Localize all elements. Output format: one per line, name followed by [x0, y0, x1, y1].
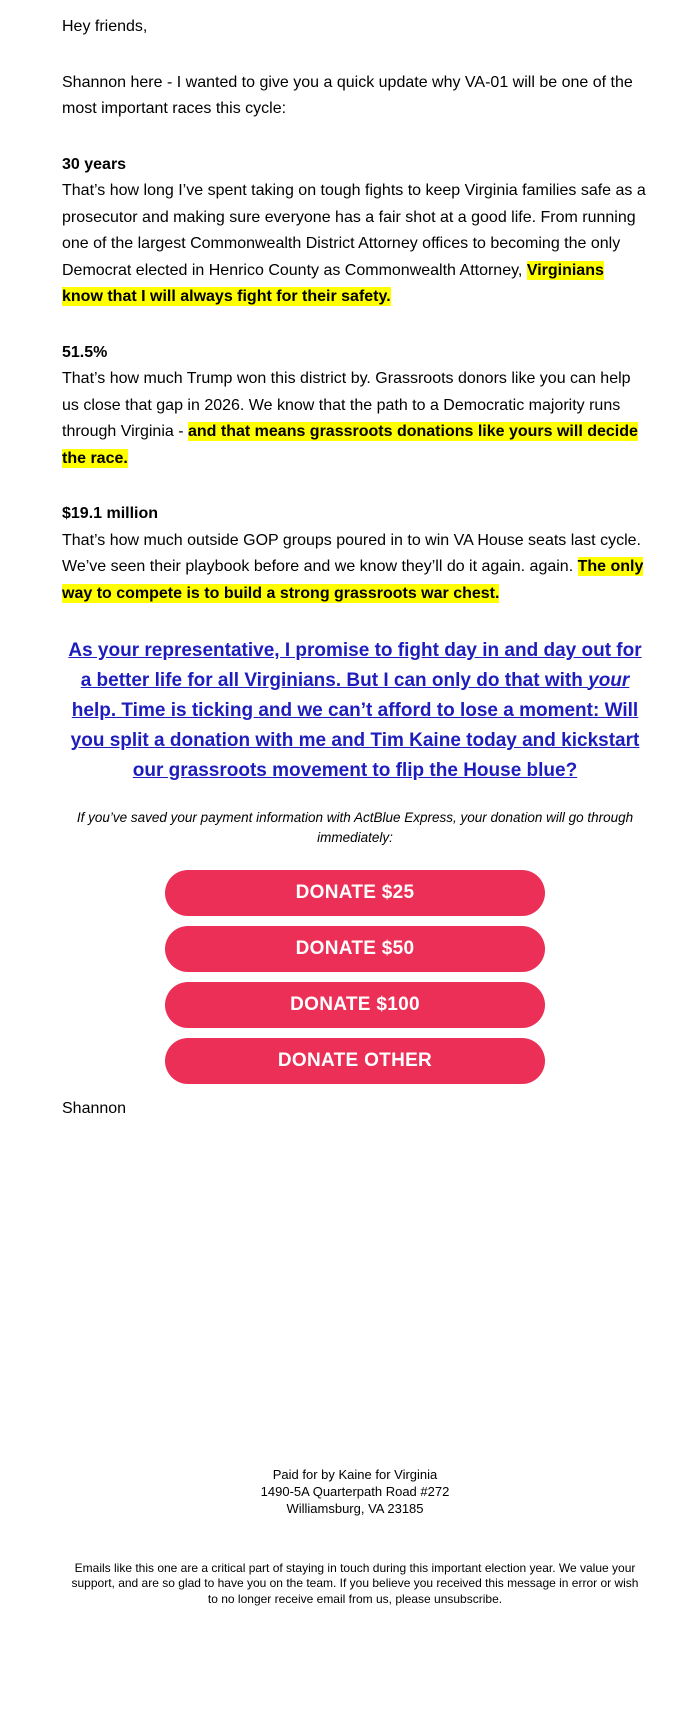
section-30-years: [62, 152, 648, 311]
donate-other-button[interactable]: DONATE OTHER: [165, 1038, 545, 1084]
greeting-text: Hey friends,: [62, 18, 148, 35]
intro-text: Shannon here - I wanted to give you a quick update why VA-01 will be one of the most important races this cycle:: [62, 73, 633, 117]
section-heading-51-5-percent: 51.5%: [62, 343, 108, 361]
highlighted-text: Virginians know that I will always fight for their safety.: [62, 261, 604, 305]
cta-paragraph: [62, 636, 648, 786]
donate-100-button[interactable]: DONATE $100: [165, 982, 545, 1028]
section-body-text: That’s how much outside GOP groups poured in to win VA House seats last cycle. We’ve seen their playbook before and we know they’ll do it again. again.: [62, 531, 641, 575]
section-heading-19-1-million: $19.1 million: [62, 505, 159, 522]
section-heading-30-years: 30 years: [62, 155, 127, 173]
actblue-express-note: If you’ve saved your payment information with ActBlue Express, your donation will go through immediately:: [76, 810, 634, 845]
donate-50-button[interactable]: DONATE $50: [165, 926, 545, 972]
disclaimer-text: Emails like this one are a critical part of staying in touch during this important election year. We value your support, and are so glad to have you on the team. If you believe you received this message in error or wish to no longer receive email from us, please: [71, 1560, 639, 1606]
section-body-text: That’s how much Trump won this district by. Grassroots donors like you can help us close that gap in 2026. We know that the path to a Democratic majority runs through Virginia -: [62, 370, 631, 440]
footer-disclaimer: [62, 1561, 648, 1608]
section-51-5-percent: [62, 340, 648, 473]
highlighted-text: and that means grassroots donations like yours will decide the race.: [62, 423, 638, 467]
highlighted-text: The only way to compete is to build a strong grassroots war chest.: [62, 558, 644, 602]
signature-text: Shannon: [62, 1100, 127, 1117]
donate-25-button[interactable]: DONATE $25: [165, 870, 545, 916]
cta-text-start: As your representative, I promise to fight day in and day out for a better life for all Virginians. But I can only do that with: [68, 640, 642, 691]
footer-address: [62, 1466, 648, 1517]
unsubscribe-link[interactable]: unsubscribe: [434, 1591, 499, 1606]
section-body-text: That’s how long I’ve spent taking on tough fights to keep Virginia families safe as a prosecutor and making sure everyone has a fair shot at a good life. From running one of the largest Commonwealth District Attorney offices to becoming the only Democrat elected in Henrico County as Commonwealth Attorney,: [62, 182, 646, 279]
address-line-2: Williamsburg, VA 23185: [286, 1500, 424, 1516]
split-donation-link[interactable]: [68, 640, 641, 781]
cta-text-end: help. Time is ticking and we can’t afford to lose a moment: Will you split a donation with me and Tim Kaine today and kickstart our grassroots movement to flip the House blue?: [70, 700, 640, 781]
section-19-1-million: [62, 501, 648, 607]
disclaimer-text-end: .: [498, 1591, 503, 1606]
donate-buttons-group: [62, 870, 648, 1084]
address-line-1: 1490-5A Quarterpath Road #272: [260, 1483, 450, 1499]
cta-text-italic: your: [588, 670, 630, 691]
paid-for-line: Paid for by Kaine for Virginia: [272, 1466, 438, 1482]
